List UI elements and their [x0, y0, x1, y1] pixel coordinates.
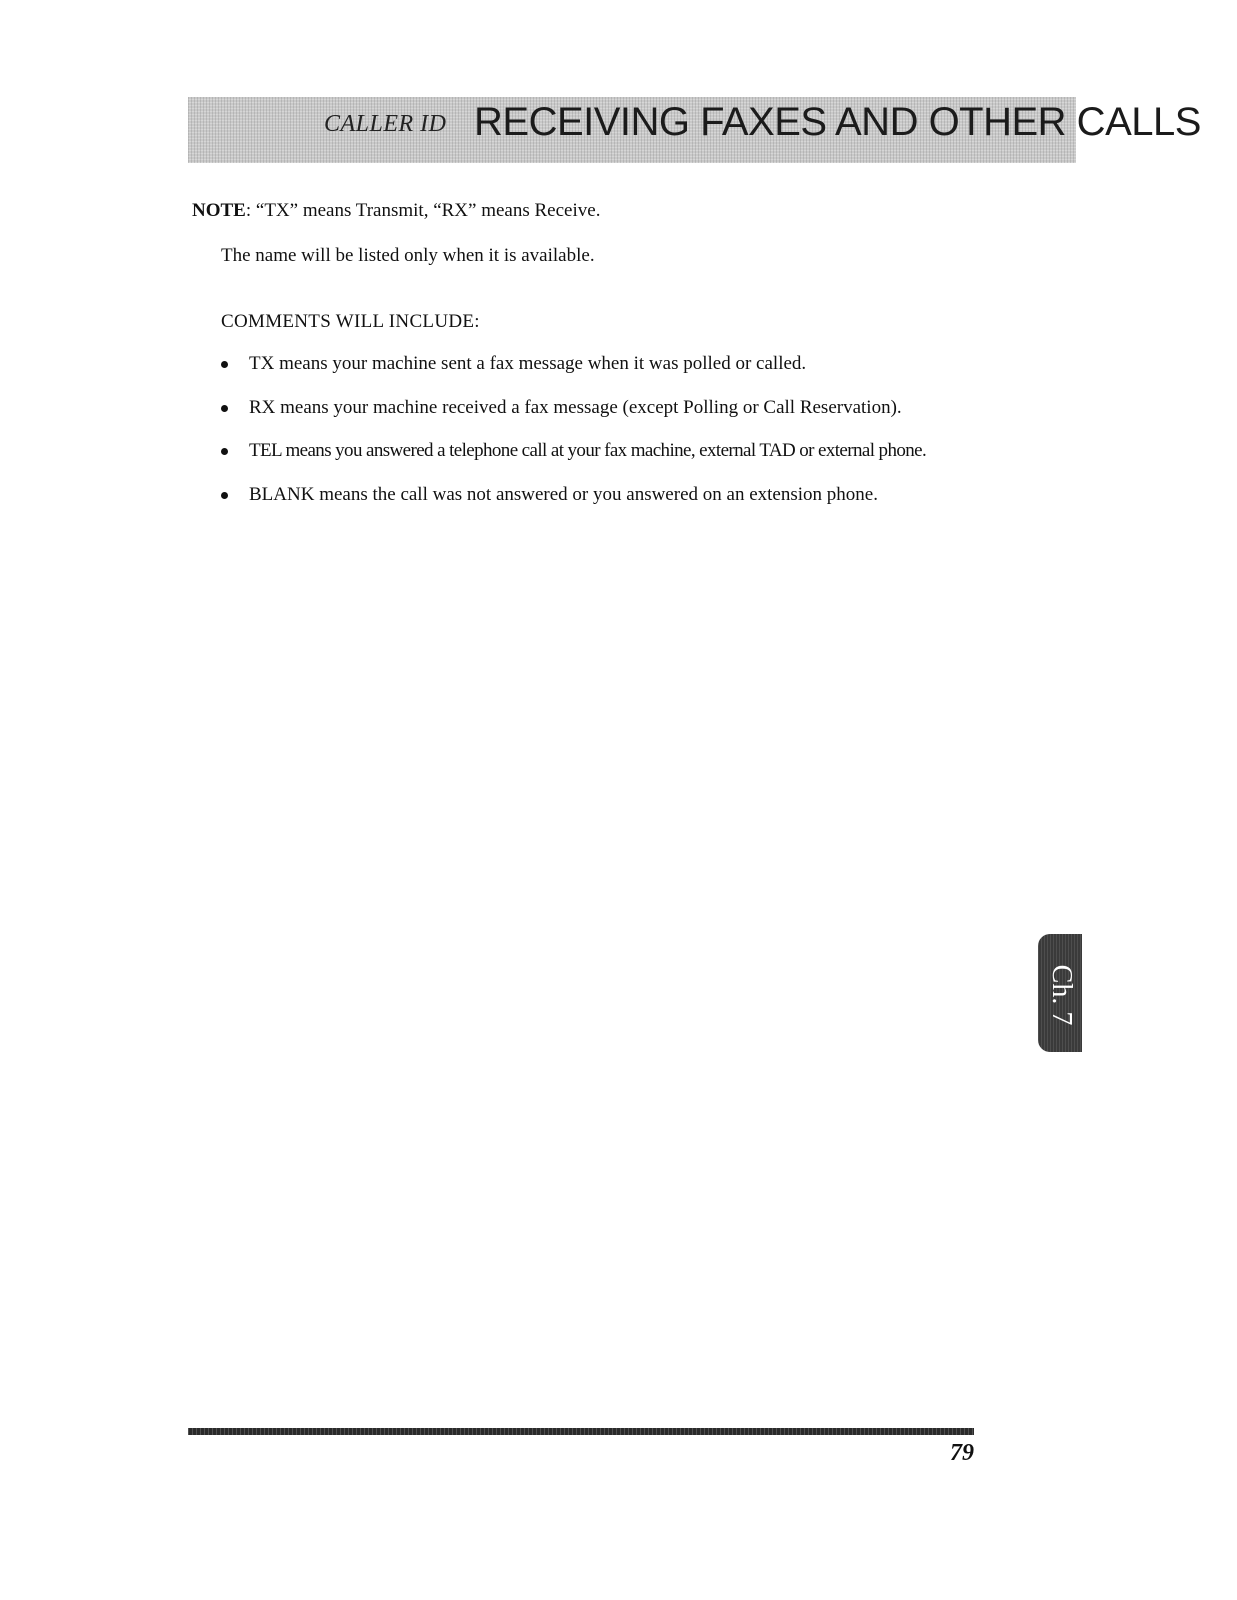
list-item-text: RX means your machine received a fax message (except Polling or Call Reservation).: [249, 396, 902, 418]
list-item-text: TEL means you answered a telephone call at your fax machine, external TAD or external phone.: [249, 440, 927, 461]
note-label: NOTE: [192, 200, 246, 221]
bullet-icon: [221, 405, 228, 412]
page-number: 79: [950, 1440, 974, 1466]
name-listing-paragraph: The name will be listed only when it is available.: [221, 245, 595, 266]
comments-heading: COMMENTS WILL INCLUDE:: [221, 311, 480, 332]
header-section-label: CALLER ID: [324, 111, 447, 137]
bullet-icon: [221, 492, 228, 499]
footer-rule: [188, 1428, 974, 1435]
note-paragraph: [192, 200, 600, 222]
list-item-text: TX means your machine sent a fax message when it was polled or called.: [249, 353, 807, 374]
page-title: RECEIVING FAXES AND OTHER CALLS: [474, 100, 1201, 144]
bullet-icon: [221, 361, 228, 368]
chapter-tab-label: Ch. 7: [1046, 964, 1077, 1026]
note-text: : “TX” means Transmit, “RX” means Receive.: [245, 200, 601, 221]
list-item-text: BLANK means the call was not answered or you answered on an extension phone.: [249, 483, 878, 505]
bullet-icon: [221, 448, 228, 455]
